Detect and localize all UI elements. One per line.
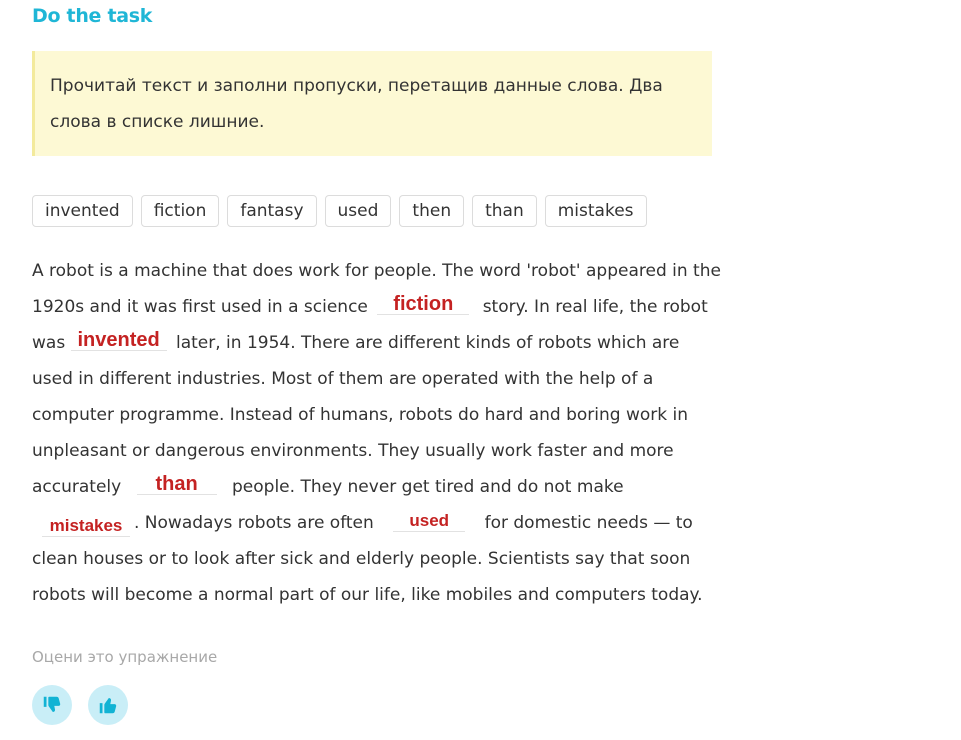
text-segment: story. In real life, the robot was — [32, 297, 708, 353]
word-chip-fantasy[interactable]: fantasy — [227, 195, 316, 227]
text-segment: later, in 1954. There are different kinds of robots which are used in different industries. Most of them are operated with the help of a computer programme. Instead of humans, robots do hard and boring work in unpleasant or dangerous environments. They usually work faster and more accurately — [32, 333, 689, 497]
text-segment: . Nowadays robots are often — [134, 513, 374, 533]
instruction-box — [32, 51, 712, 156]
text-segment: A robot is a machine that does work for people. The word 'robot' appeared in the 1920s and it was first used in a science — [32, 261, 721, 317]
instruction-text: Прочитай текст и заполни пропуски, перетащив данные слова. Два слова в списке лишние. — [50, 76, 663, 132]
thumbs-down-icon — [41, 694, 63, 716]
word-chip-mistakes[interactable]: mistakes — [545, 195, 647, 227]
task-title: Do the task — [32, 5, 153, 27]
rating-label: Оцени это упражнение — [32, 648, 218, 666]
gap-2[interactable]: invented — [71, 330, 167, 351]
thumbs-up-icon — [97, 694, 119, 716]
word-chip-used[interactable]: used — [325, 195, 392, 227]
word-chip-invented[interactable]: invented — [32, 195, 133, 227]
gap-1[interactable]: fiction — [377, 294, 469, 315]
like-button[interactable] — [88, 685, 128, 725]
dislike-button[interactable] — [32, 685, 72, 725]
word-chip-fiction[interactable]: fiction — [141, 195, 220, 227]
word-bank — [32, 195, 647, 227]
word-chip-then[interactable]: then — [399, 195, 464, 227]
reading-text — [32, 253, 722, 613]
text-segment: people. They never get tired and do not make — [232, 477, 624, 497]
word-chip-than[interactable]: than — [472, 195, 537, 227]
text-segment: for domestic needs — to clean houses or to look after sick and elderly people. Scientists say that soon robots will become a normal part of our life, like mobiles and computers today. — [32, 513, 703, 605]
gap-3[interactable]: than — [137, 474, 217, 495]
gap-4[interactable]: mistakes — [42, 516, 130, 537]
gap-5[interactable]: used — [393, 511, 465, 532]
